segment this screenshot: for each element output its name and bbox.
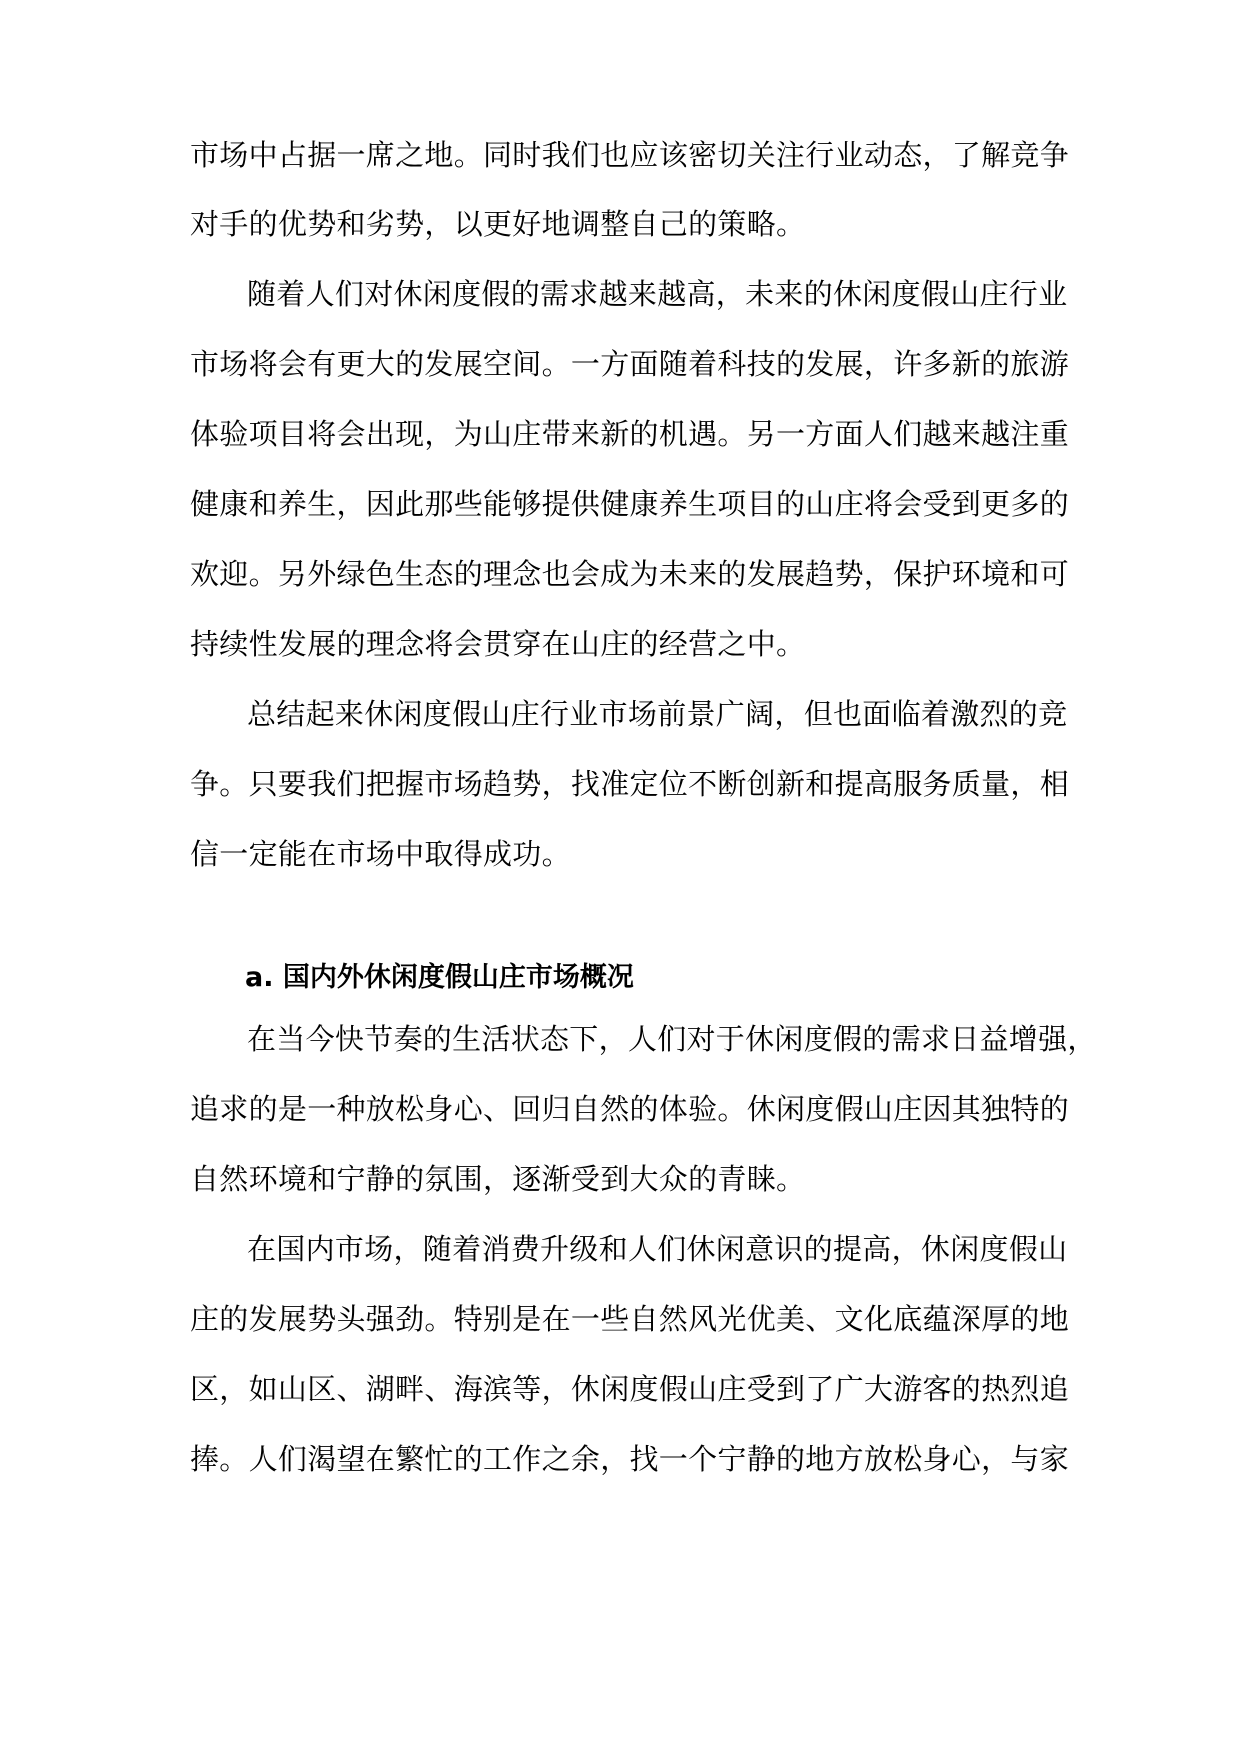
- paragraph-4-line-2: 追求的是一种放松身心、回归自然的体验。休闲度假山庄因其独特的: [190, 1092, 1070, 1126]
- paragraph-2-line-3: 体验项目将会出现，为山庄带来新的机遇。另一方面人们越来越注重: [190, 417, 1070, 451]
- paragraph-1-line-2: 对手的优势和劣势，以更好地调整自己的策略。: [190, 207, 806, 241]
- paragraph-3-line-2: 争。只要我们把握市场趋势，找准定位不断创新和提高服务质量，相: [190, 767, 1070, 801]
- paragraph-2-line-5: 欢迎。另外绿色生态的理念也会成为未来的发展趋势，保护环境和可: [190, 557, 1070, 591]
- paragraph-3-line-1: 总结起来休闲度假山庄行业市场前景广阔，但也面临着激烈的竞: [247, 697, 1068, 731]
- paragraph-3-line-3: 信一定能在市场中取得成功。: [190, 837, 571, 871]
- paragraph-2-line-1: 随着人们对休闲度假的需求越来越高，未来的休闲度假山庄行业: [247, 277, 1068, 311]
- paragraph-2-line-4: 健康和养生，因此那些能够提供健康养生项目的山庄将会受到更多的: [190, 487, 1070, 521]
- paragraph-5-line-3: 区，如山区、湖畔、海滨等，休闲度假山庄受到了广大游客的热烈追: [190, 1372, 1070, 1406]
- paragraph-2-line-2: 市场将会有更大的发展空间。一方面随着科技的发展，许多新的旅游: [190, 347, 1070, 381]
- paragraph-4-line-3: 自然环境和宁静的氛围，逐渐受到大众的青睐。: [190, 1162, 806, 1196]
- section-heading: a. 国内外休闲度假山庄市场概况: [245, 962, 634, 993]
- paragraph-5-line-2: 庄的发展势头强劲。特别是在一些自然风光优美、文化底蕴深厚的地: [190, 1302, 1070, 1336]
- paragraph-4-line-1: 在当今快节奏的生活状态下，人们对于休闲度假的需求日益增强，: [247, 1022, 1097, 1056]
- paragraph-5-line-4: 捧。人们渴望在繁忙的工作之余，找一个宁静的地方放松身心，与家: [190, 1442, 1070, 1476]
- paragraph-1-line-1: 市场中占据一席之地。同时我们也应该密切关注行业动态，了解竞争: [190, 138, 1070, 172]
- paragraph-5-line-1: 在国内市场，随着消费升级和人们休闲意识的提高，休闲度假山: [247, 1232, 1068, 1266]
- paragraph-2-line-6: 持续性发展的理念将会贯穿在山庄的经营之中。: [190, 627, 806, 661]
